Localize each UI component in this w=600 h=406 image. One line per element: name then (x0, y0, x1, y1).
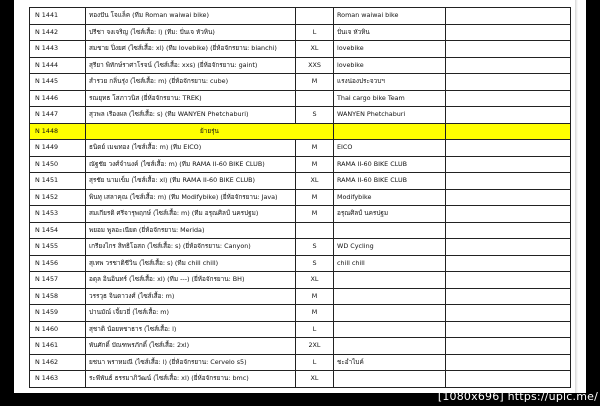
team-cell: WANYEN Phetchaburi (334, 107, 446, 124)
shirt-size-cell: S (296, 255, 334, 272)
extra-cell (446, 321, 571, 338)
shirt-size-cell: S (296, 107, 334, 124)
rider-detail-cell: ณัฐชัย วงศ์จำนงค์ (ไซส์เสื้อ: m) (ทีม RAMA II-60 BIKE CLUB) (86, 156, 296, 173)
bib-number-cell: N 1446 (30, 90, 86, 107)
rider-detail-cell: สมชาย ปิ่งยศ (ไซส์เสื้อ: xl) (ทีม lovebike) (ยี่ห้อจักรยาน: bianchi) (86, 41, 296, 58)
rider-detail-cell: สุเทพ วรชาติชีวิน (ไซส์เสื้อ: s) (ทีม chill chill) (86, 255, 296, 272)
rider-detail-cell: ยชนา พราหมณี (ไซส์เสื้อ: l) (ยี่ห้อจักรยาน: Cervelo s5) (86, 354, 296, 371)
rider-detail-cell: วรรวุธ จินดาวงศ์ (ไซส์เสื้อ: m) (86, 288, 296, 305)
extra-cell (446, 107, 571, 124)
extra-cell (446, 41, 571, 58)
team-cell (334, 321, 446, 338)
table-row (30, 255, 571, 272)
shirt-size-cell: 2XL (296, 338, 334, 355)
rider-detail-cell: สำรวย กลิ่นรุ่ง (ไซส์เสื้อ: m) (ยี่ห้อจักรยาน: cube) (86, 74, 296, 91)
shirt-size-cell: XL (296, 173, 334, 190)
table-row (30, 74, 571, 91)
bib-number-cell: N 1453 (30, 206, 86, 223)
table-row (30, 173, 571, 190)
table-row (30, 288, 571, 305)
table-row (30, 189, 571, 206)
extra-cell (446, 24, 571, 41)
bib-number-cell: N 1457 (30, 272, 86, 289)
team-cell: WD Cycling (334, 239, 446, 256)
bib-number-cell: N 1448 (30, 123, 86, 140)
bib-number-cell: N 1441 (30, 8, 86, 25)
rider-detail-cell: พินทุ เสลาคุณ (ไซส์เสื้อ: m) (ทีม Modifybike) (ยี่ห้อจักรยาน: Java) (86, 189, 296, 206)
table-row (30, 8, 571, 25)
extra-cell (446, 156, 571, 173)
shirt-size-cell: S (296, 239, 334, 256)
rider-detail-cell: สุรียา พิทักษ์ราศาโรจน์ (ไซส์เสื้อ: xxs) (ยี่ห้อจักรยาน: gaint) (86, 57, 296, 74)
shirt-size-cell: M (296, 156, 334, 173)
bib-number-cell: N 1459 (30, 305, 86, 322)
table-row (30, 41, 571, 58)
team-cell: EICO (334, 140, 446, 157)
rider-detail-cell: ธนิดย์ เมฆทอง (ไซส์เสื้อ: m) (ทีม EICO) (86, 140, 296, 157)
shirt-size-cell: XL (296, 272, 334, 289)
extra-cell (446, 239, 571, 256)
shirt-size-cell: M (296, 206, 334, 223)
registration-table (29, 7, 571, 388)
team-cell (334, 305, 446, 322)
bib-number-cell: N 1449 (30, 140, 86, 157)
rider-detail-cell: พยอม พูลอะเนียด (ยี่ห้อจักรยาน: Merida) (86, 222, 296, 239)
rider-detail-cell: ปานมัณ์ เจี้ยวยี่ (ไซส์เสื้อ: m) (86, 305, 296, 322)
table-row (30, 107, 571, 124)
extra-cell (446, 74, 571, 91)
page-edge-shadow (575, 0, 578, 393)
rider-detail-cell: ปรีชา จงเจริญ (ไซส์เสื้อ: l) (ทีม: ปั่นเจ หัวหิน) (86, 24, 296, 41)
table-row (30, 371, 571, 388)
rider-detail-cell: ทองปัน โจแล็ค (ทีม Roman waiwai bike) (86, 8, 296, 25)
table-row (30, 57, 571, 74)
bib-number-cell: N 1450 (30, 156, 86, 173)
table-row (30, 123, 571, 140)
table-row (30, 338, 571, 355)
extra-cell (446, 123, 571, 140)
extra-cell (446, 338, 571, 355)
team-cell: Modifybike (334, 189, 446, 206)
rider-detail-cell: รณยุทธ โสภาวนิส (ยี่ห้อจักรยาน: TREK) (86, 90, 296, 107)
extra-cell (446, 8, 571, 25)
moved-category-cell: ย้ายรุ่น (86, 123, 334, 140)
table-row (30, 354, 571, 371)
bib-number-cell: N 1455 (30, 239, 86, 256)
registration-table-body (30, 8, 571, 388)
bib-number-cell: N 1445 (30, 74, 86, 91)
table-row (30, 24, 571, 41)
shirt-size-cell: M (296, 288, 334, 305)
team-cell (334, 338, 446, 355)
rider-detail-cell: สุรชัย นามเข็ม (ไซส์เสื้อ: xl) (ทีม RAMA II-60 BIKE CLUB) (86, 173, 296, 190)
extra-cell (446, 272, 571, 289)
extra-cell (446, 354, 571, 371)
table-row (30, 156, 571, 173)
team-cell (334, 222, 446, 239)
extra-cell (446, 305, 571, 322)
table-row (30, 321, 571, 338)
shirt-size-cell (296, 90, 334, 107)
extra-cell (446, 288, 571, 305)
shirt-size-cell (296, 222, 334, 239)
shirt-size-cell: M (296, 140, 334, 157)
bib-number-cell: N 1460 (30, 321, 86, 338)
bib-number-cell: N 1463 (30, 371, 86, 388)
extra-cell (446, 57, 571, 74)
table-row (30, 90, 571, 107)
extra-cell (446, 173, 571, 190)
shirt-size-cell: M (296, 189, 334, 206)
team-cell (334, 288, 446, 305)
shirt-size-cell: M (296, 305, 334, 322)
bib-number-cell: N 1462 (30, 354, 86, 371)
document-page (14, 0, 586, 393)
rider-detail-cell: สมเกียรติ ศรีจารุพฤกษ์ (ไซส์เสื้อ: m) (ทีม อรุณศิลป์ นครปฐม) (86, 206, 296, 223)
team-cell: แรงน่องประจวบฯ (334, 74, 446, 91)
bib-number-cell: N 1456 (30, 255, 86, 272)
team-cell: ชะอำไบค์ (334, 354, 446, 371)
shirt-size-cell: XL (296, 41, 334, 58)
bib-number-cell: N 1443 (30, 41, 86, 58)
extra-cell (446, 90, 571, 107)
bib-number-cell: N 1454 (30, 222, 86, 239)
team-cell: lovebike (334, 41, 446, 58)
bib-number-cell: N 1447 (30, 107, 86, 124)
rider-detail-cell: พันศักดิ์ บัณฑพรภักดิ์ (ไซส์เสื้อ: 2xl) (86, 338, 296, 355)
team-cell (334, 123, 446, 140)
resolution-watermark: [1080x696] https://uplc.me/ (437, 390, 598, 403)
table-row (30, 272, 571, 289)
shirt-size-cell: L (296, 321, 334, 338)
rider-detail-cell: สุวพล เรืองผล (ไซส์เสื้อ: s) (ทีม WANYEN Phetchaburi) (86, 107, 296, 124)
table-row (30, 222, 571, 239)
shirt-size-cell: M (296, 74, 334, 91)
table-row (30, 140, 571, 157)
bib-number-cell: N 1452 (30, 189, 86, 206)
shirt-size-cell: XXS (296, 57, 334, 74)
bib-number-cell: N 1461 (30, 338, 86, 355)
team-cell: chill chill (334, 255, 446, 272)
rider-detail-cell: อดุล อินอินทร์ (ไซส์เสื้อ: xl) (ทีม ---) (ยี่ห้อจักรยาน: BH) (86, 272, 296, 289)
bib-number-cell: N 1442 (30, 24, 86, 41)
extra-cell (446, 222, 571, 239)
extra-cell (446, 206, 571, 223)
team-cell: RAMA II-60 BIKE CLUB (334, 156, 446, 173)
shirt-size-cell: XL (296, 371, 334, 388)
team-cell: Roman waiwai bike (334, 8, 446, 25)
table-row (30, 206, 571, 223)
bib-number-cell: N 1458 (30, 288, 86, 305)
table-row (30, 239, 571, 256)
table-row (30, 305, 571, 322)
team-cell: ปั่นเจ หัวหิน (334, 24, 446, 41)
team-cell: RAMA II-60 BIKE CLUB (334, 173, 446, 190)
shirt-size-cell: L (296, 354, 334, 371)
team-cell (334, 371, 446, 388)
shirt-size-cell: L (296, 24, 334, 41)
team-cell (334, 272, 446, 289)
team-cell: อรุณศิลป์ นครปฐม (334, 206, 446, 223)
shirt-size-cell (296, 8, 334, 25)
team-cell: lovebike (334, 57, 446, 74)
bib-number-cell: N 1451 (30, 173, 86, 190)
rider-detail-cell: สุชาติ น้อยหชาธาร (ไซส์เสื้อ: l) (86, 321, 296, 338)
extra-cell (446, 140, 571, 157)
extra-cell (446, 189, 571, 206)
rider-detail-cell: เกรียงไกร สิทธิโอสถ (ไซส์เสื้อ: s) (ยี่ห้อจักรยาน: Canyon) (86, 239, 296, 256)
rider-detail-cell: ระพีพันธ์ ธรรมาภิวัฒน์ (ไซส์เสื้อ: xl) (ยี่ห้อจักรยาน: bmc) (86, 371, 296, 388)
bib-number-cell: N 1444 (30, 57, 86, 74)
extra-cell (446, 371, 571, 388)
team-cell: Thai cargo bike Team (334, 90, 446, 107)
extra-cell (446, 255, 571, 272)
